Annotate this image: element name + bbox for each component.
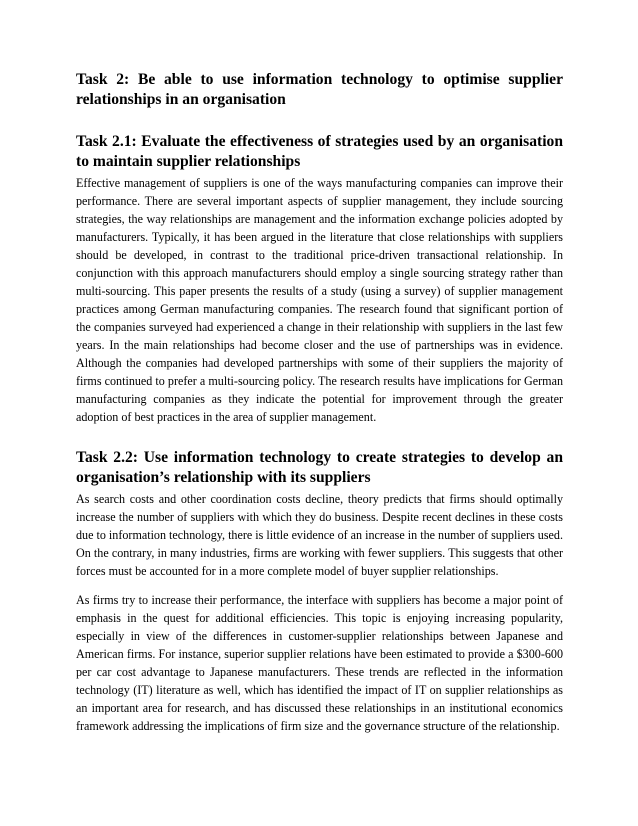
task-2-heading: Task 2: Be able to use information technology to optimise supplier relationships in an organisation (76, 71, 563, 108)
task-2-1-paragraph: Effective management of suppliers is one of the ways manufacturing companies can improve their performance. There are several important aspects of supplier management, they include sourcing strategies, the way relationships are management and the information exchange policies adopted by manufacturers. Typically, it has been argued in the literature that close relationships with suppliers should be developed, in contrast to the traditional price-driven transactional relationship. In conjunction with this approach manufacturers should employ a single sourcing strategy rather than multi-sourcing. This paper presents the results of a study (using a survey) of supplier management practices among German manufacturing companies. The research found that significant portion of the companies surveyed had experienced a change in their relationship with suppliers in the last few years. In the main relationships had become closer and the use of partnerships was in evidence. Although the companies had developed partnerships with some of their suppliers the majority of firms continued to prefer a multi-sourcing policy. The research results have implications for German manufacturing companies as they indicate the potential for improvement through the greater adoption of best practices in the area of supplier management. (76, 176, 563, 424)
task-2-2-heading: Task 2.2: Use information technology to create strategies to develop an organisation’s relationship with its suppliers (76, 449, 563, 486)
document-page (76, 70, 563, 735)
task-2-2-paragraph-2: As firms try to increase their performance, the interface with suppliers has become a major point of emphasis in the quest for additional efficiencies. This topic is enjoying increasing popularity, especially in view of the differences in customer-supplier relationships between Japanese and American firms. For instance, superior supplier relations have been estimated to provide a $300-600 per car cost advantage to Japanese manufacturers. These trends are reflected in the information technology (IT) literature as well, which has identified the impact of IT on supplier relationships as an important area for research, and has discussed these relationships in an institutional economics framework addressing the implications of firm size and the governance structure of the relationship. (76, 593, 563, 733)
task-2-1-heading: Task 2.1: Evaluate the effectiveness of strategies used by an organisation to maintain supplier relationships (76, 133, 563, 170)
task-2-2-paragraph-1: As search costs and other coordination costs decline, theory predicts that firms should optimally increase the number of suppliers with which they do business. Despite recent declines in these costs due to information technology, there is little evidence of an increase in the number of suppliers used. On the contrary, in many industries, firms are working with fewer suppliers. This suggests that other forces must be accounted for in a more complete model of buyer supplier relationships. (76, 492, 563, 578)
